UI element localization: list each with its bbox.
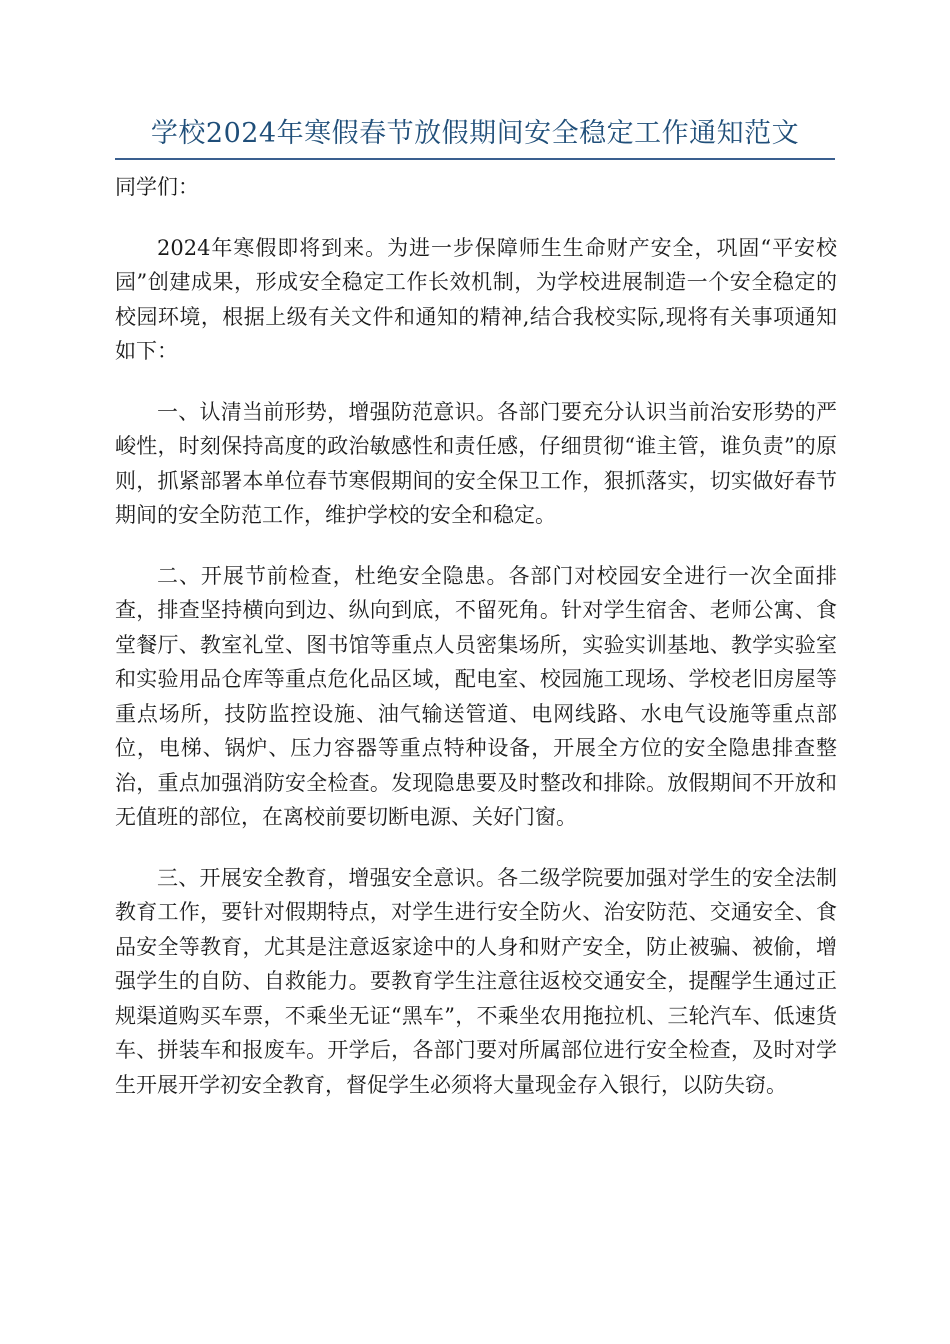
paragraph-section-2: 二、开展节前检查，杜绝安全隐患。各部门对校园安全进行一次全面排查，排查坚持横向到边、纵向到底，不留死角。针对学生宿舍、老师公寓、食堂餐厅、教室礼堂、图书馆等重点人员密集场所，实验实训基地、教学实验室和实验用品仓库等重点危化品区域，配电室、校园施工现场、学校老旧房屋等重点场所，技防监控设施、油气输送管道、电网线路、水电气设施等重点部位，电梯、锅炉、压力容器等重点特种设备，开展全方位的安全隐患排查整治，重点加强消防安全检查。发现隐患要及时整改和排除。放假期间不开放和无值班的部位，在离校前要切断电源、关好门窗。: [115, 563, 837, 829]
title-block: [115, 112, 835, 160]
document-body: [115, 170, 837, 1128]
page-title: 学校2024年寒假春节放假期间安全稳定工作通知范文: [150, 118, 800, 149]
paragraph-section-3: 三、开展安全教育，增强安全意识。各二级学院要加强对学生的安全法制教育工作，要针对假期特点，对学生进行安全防火、治安防范、交通安全、食品安全等教育，尤其是注意返家途中的人身和财产安全，防止被骗、被偷，增强学生的自防、自救能力。要教育学生注意往返校交通安全，提醒学生通过正规渠道购买车票，不乘坐无证“黑车”，不乘坐农用拖拉机、三轮汽车、低速货车、拼装车和报废车。开学后，各部门要对所属部位进行安全检查，及时对学生开展开学初安全教育，督促学生必须将大量现金存入银行，以防失窃。: [115, 865, 837, 1097]
paragraph-section-1: 一、认清当前形势，增强防范意识。各部门要充分认识当前治安形势的严峻性，时刻保持高度的政治敏感性和责任感，仔细贯彻“谁主管，谁负责”的原则，抓紧部署本单位春节寒假期间的安全保卫工作，狠抓落实，切实做好春节期间的安全防范工作，维护学校的安全和稳定。: [115, 399, 837, 527]
paragraph-intro: 2024年寒假即将到来。为进一步保障师生生命财产安全，巩固“平安校园”创建成果，形成安全稳定工作长效机制，为学校进展制造一个安全稳定的校园环境，根据上级有关文件和通知的精神,结合我校实际,现将有关事项通知如下：: [115, 235, 837, 363]
salutation: 同学们：: [115, 175, 199, 199]
